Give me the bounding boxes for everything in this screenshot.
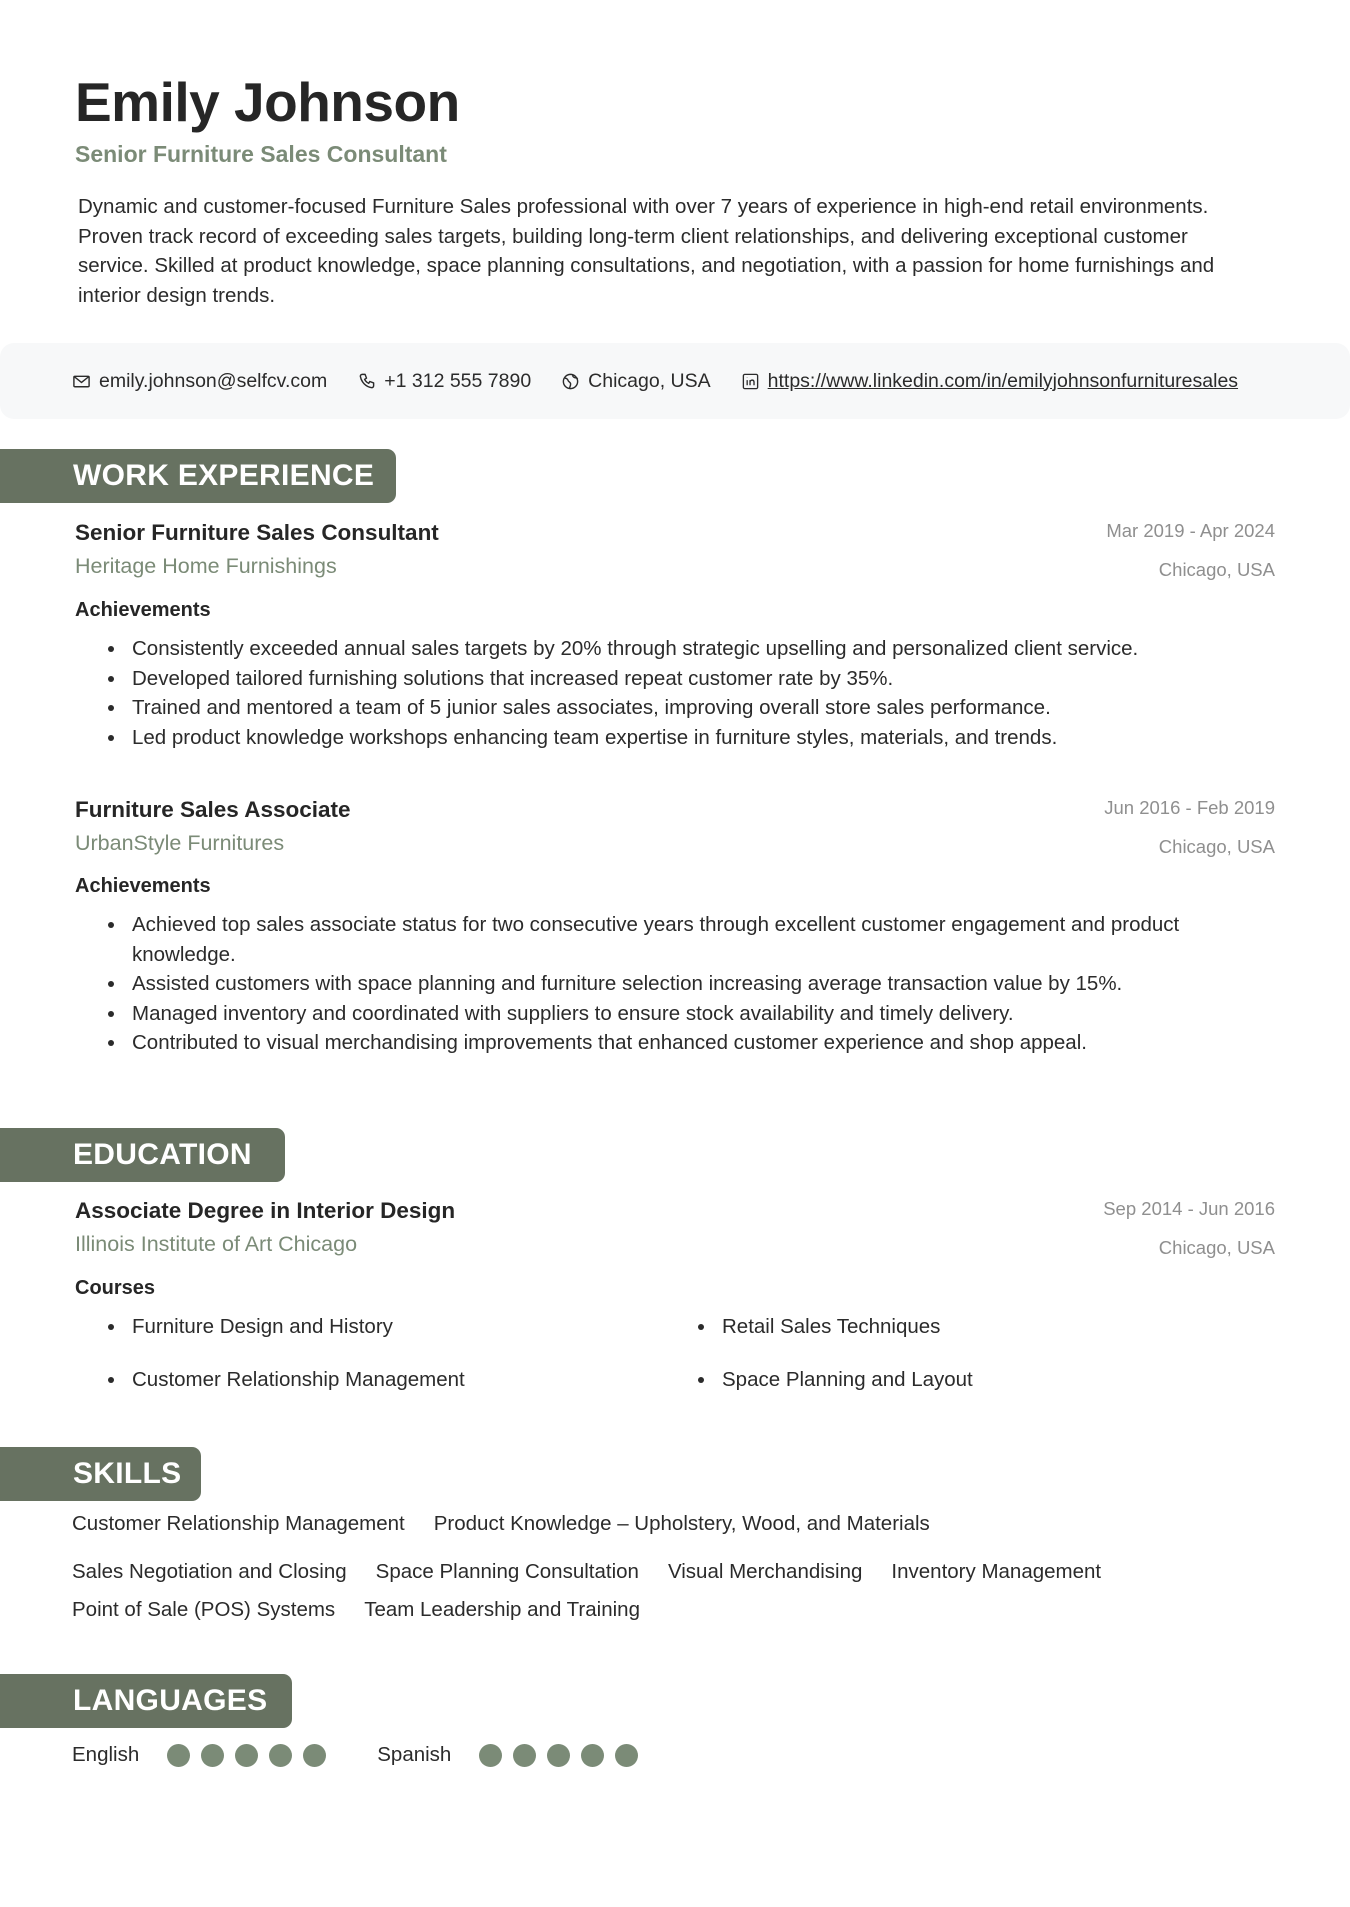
contact-bar <box>0 343 1350 419</box>
language-spanish <box>377 1740 649 1770</box>
level-dot <box>547 1744 570 1767</box>
language-level-dots <box>479 1744 649 1767</box>
contact-email[interactable] <box>72 370 327 393</box>
list-item: Assisted customers with space planning and furniture selection increasing average transaction value by 15%. <box>100 969 1260 999</box>
profile-summary: Dynamic and customer-focused Furniture Sales professional with over 7 years of experience in high-end retail environments. Proven track record of exceeding sales targets, building long-term client relationships, and delivering exceptional customer service. Skilled at product knowledge, space planning consultations, and negotiation, with a passion for home furnishings and interior design trends. <box>78 195 1215 307</box>
skill-item: Inventory Management <box>891 1559 1102 1583</box>
skill-item: Point of Sale (POS) Systems <box>72 1598 336 1621</box>
degree-title: Associate Degree in Interior Design <box>75 1198 456 1223</box>
level-dot <box>479 1744 502 1767</box>
skill-item: Visual Merchandising <box>667 1559 863 1583</box>
level-dot <box>615 1744 638 1767</box>
candidate-role: Senior Furniture Sales Consultant <box>75 141 447 167</box>
linkedin-link[interactable]: https://www.linkedin.com/in/emilyjohnsonfurnituresales <box>767 369 1239 392</box>
list-item: Furniture Design and History <box>100 1312 690 1342</box>
job-dates: Mar 2019 - Apr 2024 <box>1106 520 1275 541</box>
education-dates: Sep 2014 - Jun 2016 <box>1103 1198 1275 1219</box>
job-dates: Jun 2016 - Feb 2019 <box>1104 797 1275 818</box>
list-item: Led product knowledge workshops enhancing team expertise in furniture styles, materials, and trends. <box>100 723 1260 753</box>
education-location: Chicago, USA <box>1158 1237 1275 1258</box>
skill-item: Customer Relationship Management <box>72 1512 405 1535</box>
courses-list <box>100 1312 1280 1394</box>
linkedin-icon <box>741 372 760 391</box>
level-dot <box>513 1744 536 1767</box>
level-dot <box>581 1744 604 1767</box>
level-dot <box>235 1744 258 1767</box>
email-text: emily.johnson@selfcv.com <box>99 369 328 392</box>
contact-phone[interactable] <box>357 370 531 393</box>
list-item: Trained and mentored a team of 5 junior sales associates, improving overall store sales performance. <box>100 693 1260 723</box>
list-item: Contributed to visual merchandising improvements that enhanced customer experience and shop appeal. <box>100 1028 1260 1058</box>
achievements-heading: Achievements <box>75 875 211 897</box>
languages-list <box>72 1740 689 1770</box>
skill-item: Sales Negotiation and Closing <box>72 1559 347 1583</box>
mail-icon <box>72 372 91 391</box>
list-item: Retail Sales Techniques <box>690 1312 1280 1342</box>
language-name: English <box>72 1743 140 1766</box>
list-item: Managed inventory and coordinated with suppliers to ensure stock availability and timely delivery. <box>100 999 1260 1029</box>
job-company: Heritage Home Furnishings <box>75 554 337 578</box>
language-name: Spanish <box>377 1743 452 1766</box>
job-company: UrbanStyle Furnitures <box>75 831 285 855</box>
language-english <box>72 1740 337 1770</box>
level-dot <box>201 1744 224 1767</box>
phone-icon <box>357 372 376 391</box>
list-item: Customer Relationship Management <box>100 1365 690 1395</box>
list-item: Achieved top sales associate status for two consecutive years through excellent customer engagement and product knowledge. <box>100 910 1260 969</box>
job-location: Chicago, USA <box>1158 559 1275 580</box>
skills-list <box>72 1509 1292 1625</box>
candidate-name: Emily Johnson <box>75 71 460 133</box>
courses-heading: Courses <box>75 1277 156 1299</box>
location-text: Chicago, USA <box>588 369 711 392</box>
section-education: EDUCATION <box>0 1128 285 1182</box>
skill-item: Team Leadership and Training <box>364 1598 640 1621</box>
job-location: Chicago, USA <box>1158 836 1275 857</box>
achievements-list <box>100 910 1260 1058</box>
level-dot <box>269 1744 292 1767</box>
section-languages: LANGUAGES <box>0 1674 292 1728</box>
school-name: Illinois Institute of Art Chicago <box>75 1232 358 1256</box>
skill-item: Space Planning Consultation <box>375 1559 639 1583</box>
section-work-experience: WORK EXPERIENCE <box>0 449 396 503</box>
phone-text: +1 312 555 7890 <box>384 369 532 392</box>
section-skills: SKILLS <box>0 1447 201 1501</box>
language-level-dots <box>167 1744 337 1767</box>
contact-location <box>561 370 710 393</box>
job-title: Senior Furniture Sales Consultant <box>75 520 439 545</box>
contact-linkedin[interactable] <box>741 370 1238 393</box>
globe-icon <box>561 372 580 391</box>
level-dot <box>167 1744 190 1767</box>
achievements-list <box>100 634 1260 752</box>
list-item: Space Planning and Layout <box>690 1365 1280 1395</box>
skill-item: Product Knowledge – Upholstery, Wood, and Materials <box>433 1512 930 1535</box>
list-item: Consistently exceeded annual sales targets by 20% through strategic upselling and personalized client service. <box>100 634 1260 664</box>
job-title: Furniture Sales Associate <box>75 797 351 822</box>
list-item: Developed tailored furnishing solutions that increased repeat customer rate by 35%. <box>100 664 1260 694</box>
achievements-heading: Achievements <box>75 599 211 621</box>
level-dot <box>303 1744 326 1767</box>
